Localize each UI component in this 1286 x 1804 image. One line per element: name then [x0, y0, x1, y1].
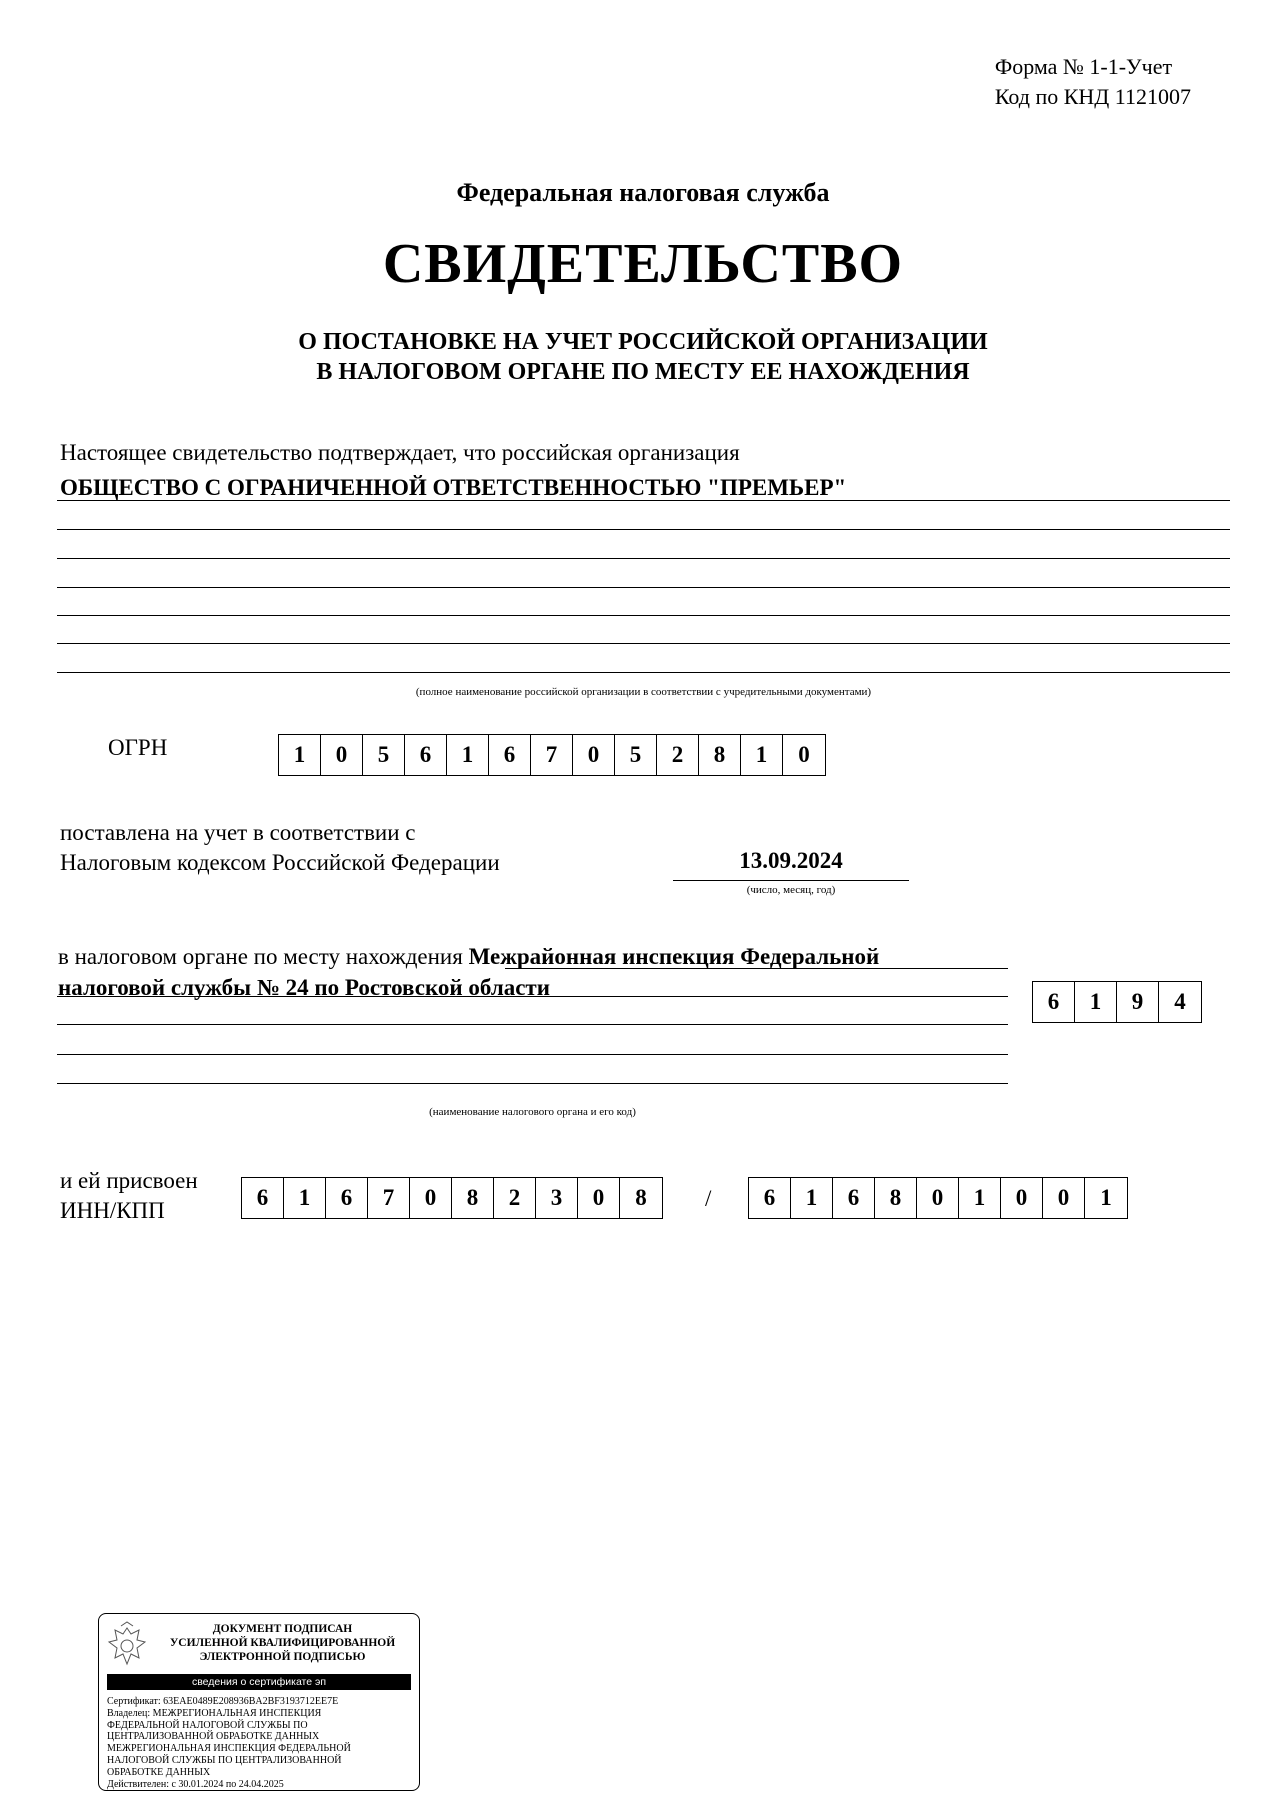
stamp-title-1: ДОКУМЕНТ ПОДПИСАН — [212, 1623, 353, 1635]
knd-code: Код по КНД 1121007 — [994, 84, 1191, 109]
tax-line-4 — [57, 1054, 1008, 1055]
inn-kpp-label-2: ИНН/КПП — [60, 1198, 165, 1223]
tax-authority-code-boxes — [1032, 981, 1202, 1023]
kpp-digit: 6 — [833, 1178, 875, 1218]
org-line-7 — [57, 672, 1230, 673]
ogrn-boxes — [278, 734, 826, 776]
org-line-2 — [57, 529, 1230, 530]
org-line-3 — [57, 558, 1230, 559]
ogrn-label: ОГРН — [108, 735, 168, 760]
inn-digit: 2 — [494, 1178, 536, 1218]
stamp-title-3: ЭЛЕКТРОННОЙ ПОДПИСЬЮ — [199, 1651, 366, 1663]
stamp-valid: Действителен: с 30.01.2024 по 24.04.2025 — [107, 1778, 284, 1790]
org-line-4 — [57, 587, 1230, 588]
stamp-certificate: Сертификат: 63EAE0489E208936BA2BF3193712EE7E — [107, 1696, 339, 1707]
agency-name: Федеральная налоговая служба — [456, 178, 830, 207]
signature-stamp — [98, 1613, 420, 1791]
stamp-details — [107, 1696, 413, 1790]
organization-name: ОБЩЕСТВО С ОГРАНИЧЕННОЙ ОТВЕТСТВЕННОСТЬЮ "ПРЕМЬЕР" — [60, 475, 847, 500]
stamp-owner-5: НАЛОГОВОЙ СЛУЖБЫ ПО ЦЕНТРАЛИЗОВАННОЙ — [107, 1754, 342, 1766]
date-caption: (число, месяц, год) — [746, 884, 836, 896]
inn-digit: 6 — [242, 1178, 284, 1218]
ogrn-digit: 1 — [741, 735, 783, 775]
kpp-digit: 1 — [959, 1178, 1001, 1218]
tax-code-digit: 6 — [1033, 982, 1075, 1022]
intro-text: Настоящее свидетельство подтверждает, что российская организация — [60, 440, 740, 465]
ogrn-digit: 7 — [531, 735, 573, 775]
tax-code-digit: 4 — [1174, 989, 1186, 1014]
tax-authority-line-1 — [58, 944, 879, 970]
ogrn-digit: 1 — [447, 735, 489, 775]
ogrn-digit: 0 — [798, 742, 810, 767]
stamp-owner-6: ОБРАБОТКЕ ДАННЫХ — [107, 1766, 211, 1778]
tax-code-digit: 9 — [1117, 982, 1159, 1022]
kpp-digit: 1 — [1100, 1185, 1112, 1210]
inn-digit: 8 — [452, 1178, 494, 1218]
stamp-certificate-bar: сведения о сертификате эп — [107, 1674, 411, 1690]
organization-caption: (полное наименование российской организации в соответствии с учредительными документами) — [415, 686, 872, 698]
stamp-owner-3: ЦЕНТРАЛИЗОВАННОЙ ОБРАБОТКЕ ДАННЫХ — [107, 1731, 320, 1743]
ogrn-digit: 1 — [279, 735, 321, 775]
ogrn-digit: 5 — [615, 735, 657, 775]
subtitle-line-2: В НАЛОГОВОМ ОРГАНЕ ПО МЕСТУ ЕЕ НАХОЖДЕНИЯ — [316, 359, 970, 385]
org-line-1 — [57, 500, 1230, 501]
tax-authority-caption: (наименование налогового органа и его код) — [429, 1106, 636, 1118]
date-line — [673, 880, 909, 881]
tax-line-1 — [505, 968, 1008, 969]
tax-authority-name-2: налоговой службы № 24 по Ростовской области — [58, 975, 550, 1000]
kpp-digit: 0 — [1001, 1178, 1043, 1218]
document-subtitle — [0, 327, 1286, 387]
registration-line-2: Налоговым кодексом Российской Федерации — [60, 850, 500, 875]
stamp-owner-1: Владелец: МЕЖРЕГИОНАЛЬНАЯ ИНСПЕКЦИЯ — [107, 1707, 322, 1719]
org-line-5 — [57, 615, 1230, 616]
inn-digit: 8 — [635, 1185, 647, 1210]
kpp-boxes — [748, 1177, 1128, 1219]
ogrn-digit: 8 — [699, 735, 741, 775]
stamp-owner-4: МЕЖРЕГИОНАЛЬНАЯ ИНСПЕКЦИЯ ФЕДЕРАЛЬНОЙ — [107, 1743, 351, 1755]
org-line-6 — [57, 643, 1230, 644]
stamp-title-2: УСИЛЕННОЙ КВАЛИФИЦИРОВАННОЙ — [169, 1637, 396, 1649]
subtitle-line-1: О ПОСТАНОВКЕ НА УЧЕТ РОССИЙСКОЙ ОРГАНИЗАЦИИ — [298, 329, 988, 355]
inn-kpp-label-1: и ей присвоен — [60, 1168, 198, 1193]
inn-digit: 6 — [326, 1178, 368, 1218]
inn-digit: 0 — [410, 1178, 452, 1218]
registration-date: 13.09.2024 — [739, 848, 843, 873]
tax-authority-prefix: в налоговом органе по месту нахождения — [58, 944, 463, 969]
inn-kpp-separator: / — [705, 1186, 712, 1211]
tax-authority-name-1: Межрайонная инспекция Федеральной — [468, 944, 880, 969]
ogrn-digit: 6 — [405, 735, 447, 775]
kpp-digit: 0 — [917, 1178, 959, 1218]
form-number: Форма № 1-1-Учет — [994, 54, 1173, 79]
kpp-digit: 1 — [791, 1178, 833, 1218]
tax-line-2 — [57, 996, 1008, 997]
ogrn-digit: 0 — [321, 735, 363, 775]
ogrn-digit: 2 — [657, 735, 699, 775]
form-code-block — [995, 52, 1191, 112]
kpp-digit: 6 — [749, 1178, 791, 1218]
kpp-digit: 8 — [875, 1178, 917, 1218]
ogrn-digit: 6 — [489, 735, 531, 775]
tax-line-3 — [57, 1024, 1008, 1025]
tax-code-digit: 1 — [1075, 982, 1117, 1022]
inn-digit: 0 — [578, 1178, 620, 1218]
coat-of-arms-icon — [105, 1620, 149, 1670]
stamp-owner-2: ФЕДЕРАЛЬНОЙ НАЛОГОВОЙ СЛУЖБЫ ПО — [107, 1719, 308, 1731]
kpp-digit: 0 — [1043, 1178, 1085, 1218]
inn-digit: 3 — [536, 1178, 578, 1218]
tax-line-5 — [57, 1083, 1008, 1084]
inn-digit: 7 — [368, 1178, 410, 1218]
document-title: СВИДЕТЕЛЬСТВО — [382, 233, 904, 295]
ogrn-digit: 0 — [573, 735, 615, 775]
registration-line-1: поставлена на учет в соответствии с — [60, 820, 416, 845]
ogrn-digit: 5 — [363, 735, 405, 775]
inn-boxes — [241, 1177, 663, 1219]
stamp-title — [154, 1622, 411, 1664]
inn-digit: 1 — [284, 1178, 326, 1218]
